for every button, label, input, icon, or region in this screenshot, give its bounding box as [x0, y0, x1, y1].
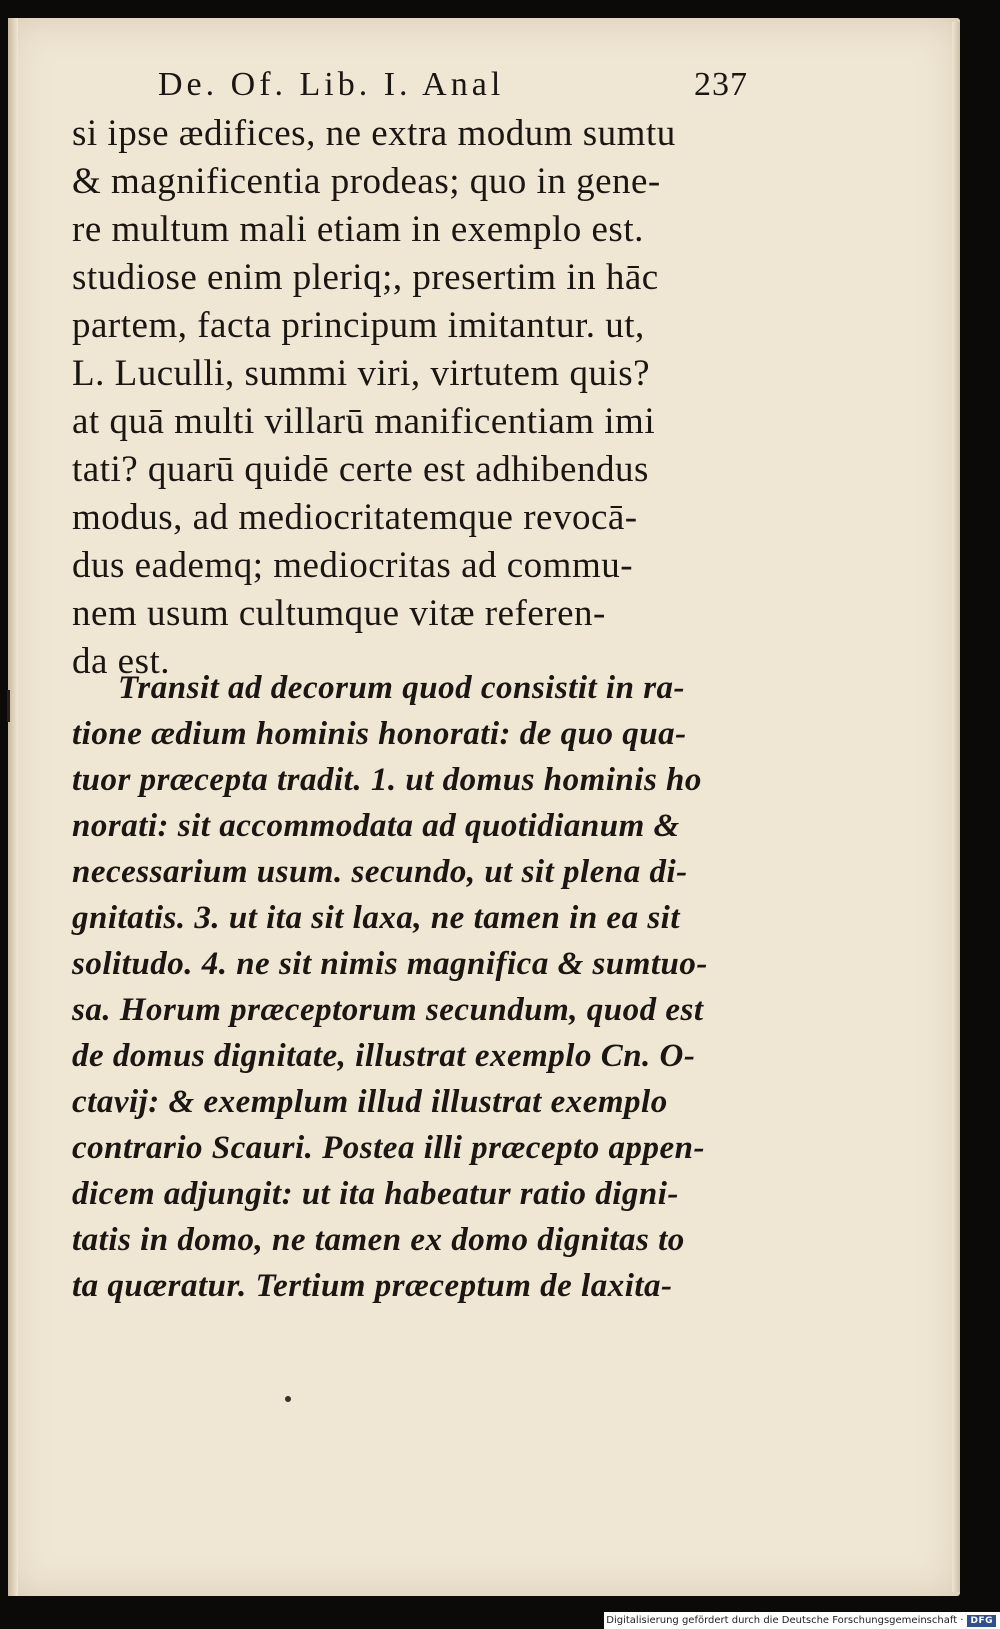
commentary-line: tatis in domo, ne tamen ex domo dignitas to — [72, 1222, 685, 1258]
commentary-line: necessarium usum. secundo, ut sit plena di- — [72, 854, 688, 890]
dfg-logo-icon: DFG — [967, 1615, 996, 1627]
body-line: studiose enim pleriq;, presertim in hāc — [72, 257, 659, 298]
running-head — [158, 66, 748, 106]
body-line: dus eademq; mediocritas ad commu- — [72, 545, 634, 586]
commentary-line: tuor præcepta tradit. 1. ut domus hominis ho — [72, 762, 702, 798]
body-line: re multum mali etiam in exemplo est. — [72, 209, 644, 250]
body-line: da est. — [72, 641, 171, 682]
commentary-line: de domus dignitate, illustrat exemplo Cn. O- — [72, 1038, 696, 1074]
body-line: nem usum cultumque vitæ referen- — [72, 593, 606, 634]
digitization-footer — [604, 1612, 1000, 1629]
body-line: at quā multi villarū manificentiam imi — [72, 401, 656, 442]
commentary-line: norati: sit accommodata ad quotidianum & — [72, 808, 680, 844]
body-line: si ipse ædifices, ne extra modum sumtu — [72, 113, 676, 154]
body-line: partem, facta principum imitantur. ut, — [72, 305, 645, 346]
commentary-line: tione ædium hominis honorati: de quo qua- — [72, 716, 687, 752]
commentary-line: gnitatis. 3. ut ita sit laxa, ne tamen in ea sit — [72, 900, 681, 936]
body-line: & magnificentia prodeas; quo in gene- — [72, 161, 661, 202]
commentary-line: contrario Scauri. Postea illi præcepto appen- — [72, 1130, 705, 1166]
running-head-title: De. Of. Lib. I. Anal — [158, 66, 505, 103]
body-line: modus, ad mediocritatemque revocā- — [72, 497, 638, 538]
body-line: tati? quarū quidē certe est adhibendus — [72, 449, 649, 490]
commentary-line: sa. Horum præceptorum secundum, quod est — [72, 992, 704, 1028]
commentary-line: Transit ad decorum quod consistit in ra- — [118, 670, 686, 706]
commentary-line: ta quæratur. Tertium præceptum de laxita- — [72, 1268, 673, 1304]
ink-spot — [285, 1396, 291, 1402]
page-number: 237 — [694, 66, 748, 103]
commentary-line: solitudo. 4. ne sit nimis magnifica & sumtuo- — [72, 946, 708, 982]
body-line: L. Luculli, summi viri, virtutem quis? — [72, 353, 651, 394]
footer-credit: Digitalisierung gefördert durch die Deutsche Forschungsgemeinschaft · — [606, 1615, 964, 1626]
commentary-line: dicem adjungit: ut ita habeatur ratio digni- — [72, 1176, 679, 1212]
commentary-line: ctavij: & exemplum illud illustrat exemplo — [72, 1084, 668, 1120]
